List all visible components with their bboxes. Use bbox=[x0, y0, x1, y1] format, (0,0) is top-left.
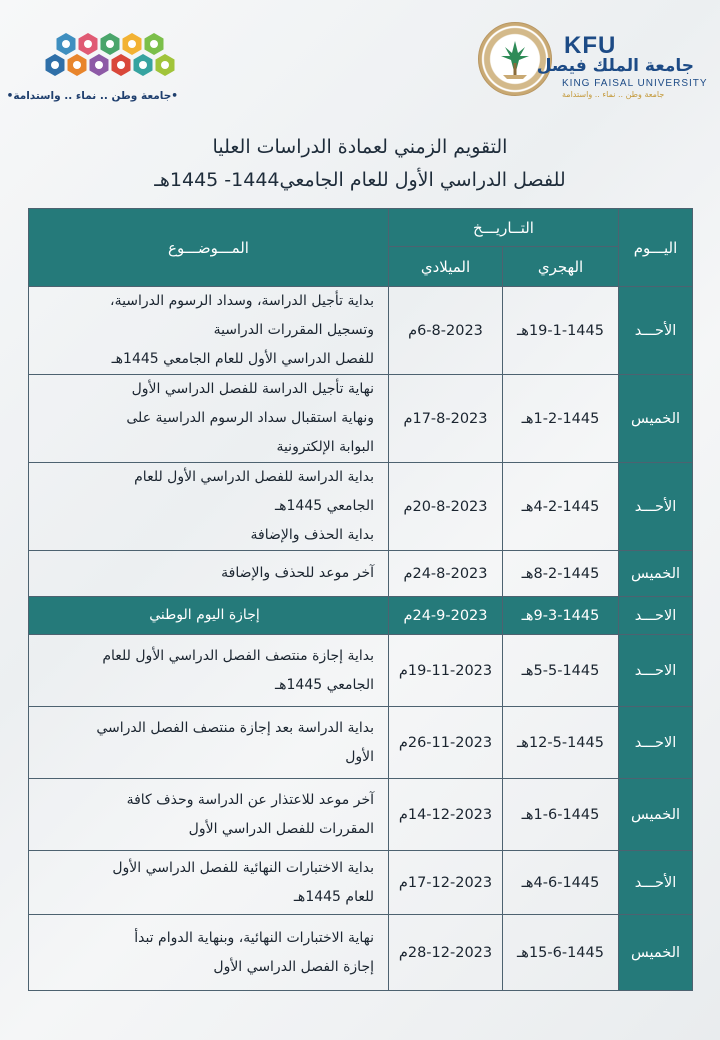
cell-gregorian-date: 14-12-2023م bbox=[389, 779, 503, 851]
initiative-slogan: •جامعة وطن .. نماء .. واستدامة• bbox=[6, 90, 178, 102]
topic-line: آخر موعد للحذف والإضافة bbox=[221, 565, 374, 581]
hexagon-glyph-icon bbox=[161, 61, 169, 69]
cell-topic bbox=[29, 375, 389, 463]
header-hijri: الهجري bbox=[503, 247, 619, 287]
topic-line: بداية الحذف والإضافة bbox=[250, 527, 374, 543]
header-day: اليـــوم bbox=[619, 209, 693, 287]
initiative-logo bbox=[6, 28, 188, 108]
cell-topic bbox=[29, 915, 389, 991]
topic-line: المقررات للفصل الدراسي الأول bbox=[188, 820, 374, 837]
cell-topic bbox=[29, 287, 389, 375]
topic-line: وتسجيل المقررات الدراسية bbox=[213, 322, 374, 338]
university-name-en: KING FAISAL UNIVERSITY bbox=[562, 78, 708, 89]
topic-line: آخر موعد للاعتذار عن الدراسة وحذف كافة bbox=[126, 791, 374, 808]
academic-calendar-table bbox=[28, 208, 693, 991]
cell-hijri-date: 12-5-1445هـ bbox=[503, 707, 619, 779]
hexagon-glyph-icon bbox=[73, 61, 81, 69]
cell-hijri-date: 9-3-1445هـ bbox=[503, 597, 619, 635]
page-subtitle: للفصل الدراسي الأول للعام الجامعي1444- 1445هـ bbox=[154, 169, 566, 191]
topic-line: بداية الدراسة للفصل الدراسي الأول للعام bbox=[134, 469, 374, 485]
cell-day: الأحـــد bbox=[619, 287, 693, 375]
cell-gregorian-date: 24-8-2023م bbox=[389, 551, 503, 597]
calendar-rows bbox=[29, 287, 693, 991]
page-title: التقويم الزمني لعمادة الدراسات العليا bbox=[212, 136, 508, 158]
cell-hijri-date: 4-2-1445هـ bbox=[503, 463, 619, 551]
cell-hijri-date: 19-1-1445هـ bbox=[503, 287, 619, 375]
cell-day: الخميس bbox=[619, 779, 693, 851]
table-row bbox=[29, 287, 693, 375]
cell-gregorian-date: 6-8-2023م bbox=[389, 287, 503, 375]
table-row bbox=[29, 375, 693, 463]
topic-line: الجامعي 1445هـ bbox=[275, 676, 374, 693]
hexagon-glyph-icon bbox=[117, 61, 125, 69]
cell-gregorian-date: 19-11-2023م bbox=[389, 635, 503, 707]
table-row bbox=[29, 915, 693, 991]
header-date: التــاريـــخ bbox=[389, 209, 619, 247]
topic-line: بداية إجازة منتصف الفصل الدراسي الأول للعام bbox=[102, 647, 374, 664]
table-row bbox=[29, 851, 693, 915]
topic-line: للعام 1445هـ bbox=[293, 888, 374, 905]
cell-hijri-date: 15-6-1445هـ bbox=[503, 915, 619, 991]
topic-line: بداية تأجيل الدراسة، وسداد الرسوم الدراسية، bbox=[110, 293, 374, 309]
cell-day: الاحـــد bbox=[619, 635, 693, 707]
table-row bbox=[29, 551, 693, 597]
cell-topic bbox=[29, 463, 389, 551]
cell-topic bbox=[29, 851, 389, 915]
hexagon-glyph-icon bbox=[139, 61, 147, 69]
cell-hijri-date: 5-5-1445هـ bbox=[503, 635, 619, 707]
cell-day: الأحـــد bbox=[619, 851, 693, 915]
cell-hijri-date: 1-2-1445هـ bbox=[503, 375, 619, 463]
cell-gregorian-date: 26-11-2023م bbox=[389, 707, 503, 779]
cell-day: الاحـــد bbox=[619, 707, 693, 779]
table-row bbox=[29, 707, 693, 779]
hexagon-glyph-icon bbox=[150, 40, 158, 48]
topic-line: للفصل الدراسي الأول للعام الجامعي 1445هـ bbox=[111, 351, 374, 367]
university-abbr: KFU bbox=[564, 32, 617, 59]
table-row bbox=[29, 635, 693, 707]
hexagon-glyph-icon bbox=[62, 40, 70, 48]
kfu-logo bbox=[478, 22, 708, 102]
cell-topic bbox=[29, 707, 389, 779]
hexagon-glyph-icon bbox=[106, 40, 114, 48]
cell-day: الخميس bbox=[619, 551, 693, 597]
cell-hijri-date: 8-2-1445هـ bbox=[503, 551, 619, 597]
table-row bbox=[29, 779, 693, 851]
cell-day: الخميس bbox=[619, 375, 693, 463]
cell-day: الخميس bbox=[619, 915, 693, 991]
cell-hijri-date: 1-6-1445هـ bbox=[503, 779, 619, 851]
university-name-ar: جامعة الملك فيصل bbox=[536, 56, 694, 76]
topic-line: الأول bbox=[345, 748, 374, 765]
university-tagline: جامعة وطن .. نماء .. واستدامة bbox=[562, 90, 665, 99]
cell-gregorian-date: 24-9-2023م bbox=[389, 597, 503, 635]
topic-line: بداية الدراسة بعد إجازة منتصف الفصل الدراسي bbox=[96, 719, 374, 736]
header-gregorian: الميلادي bbox=[389, 247, 503, 287]
cell-day: الأحـــد bbox=[619, 463, 693, 551]
topic-line: ونهاية استقبال سداد الرسوم الدراسية على bbox=[126, 410, 374, 426]
hexagon-glyph-icon bbox=[128, 40, 136, 48]
cell-topic bbox=[29, 551, 389, 597]
hexagon-glyph-icon bbox=[84, 40, 92, 48]
cell-gregorian-date: 20-8-2023م bbox=[389, 463, 503, 551]
topic-line: نهاية تأجيل الدراسة للفصل الدراسي الأول bbox=[131, 381, 374, 397]
cell-gregorian-date: 17-12-2023م bbox=[389, 851, 503, 915]
cell-gregorian-date: 17-8-2023م bbox=[389, 375, 503, 463]
topic-line: إجازة اليوم الوطني bbox=[149, 607, 260, 623]
cell-day: الاحـــد bbox=[619, 597, 693, 635]
header-topic: المـــوضـــوع bbox=[29, 209, 389, 287]
topic-line: نهاية الاختبارات النهائية، وبنهاية الدوام تبدأ bbox=[134, 929, 374, 946]
topic-line: إجازة الفصل الدراسي الأول bbox=[213, 958, 374, 975]
cell-hijri-date: 4-6-1445هـ bbox=[503, 851, 619, 915]
cell-topic bbox=[29, 597, 389, 635]
cell-topic bbox=[29, 779, 389, 851]
topic-line: البوابة الإلكترونية bbox=[276, 439, 374, 455]
topic-line: بداية الاختبارات النهائية للفصل الدراسي الأول bbox=[112, 859, 374, 876]
hexagon-glyph-icon bbox=[51, 61, 59, 69]
hexagon-glyph-icon bbox=[95, 61, 103, 69]
table-row bbox=[29, 597, 693, 635]
table-row bbox=[29, 463, 693, 551]
hexagon-icons bbox=[28, 28, 188, 92]
topic-line: الجامعي 1445هـ bbox=[275, 498, 374, 514]
cell-gregorian-date: 28-12-2023م bbox=[389, 915, 503, 991]
page-header bbox=[0, 0, 720, 120]
cell-topic bbox=[29, 635, 389, 707]
